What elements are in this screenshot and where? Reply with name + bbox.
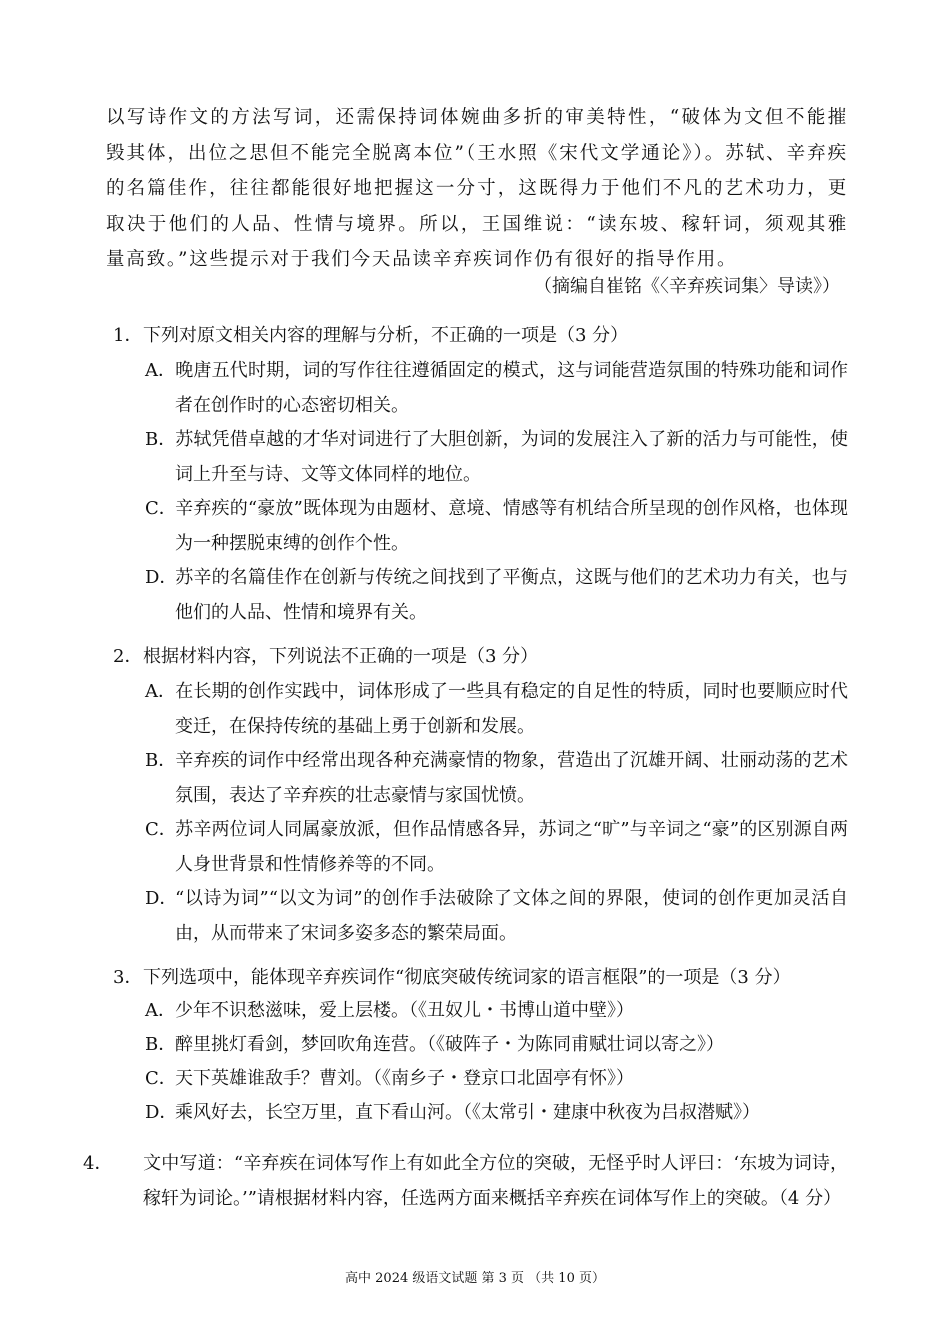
passage-text: 以写诗作文的方法写词，还需保持词体婉曲多折的审美特性，“破体为文但不能摧毁其体，出位之思但不能完全脱离本位”（王水照《宋代文学通论》）。苏轼、辛弃疾的名篇佳作，往往都能很好地把握这一分寸，这既得力于他们不凡的艺术功力，更取决于他们的人品、性情与境界。所以，王国维说：“读东坡、稼轩词，须观其雅量高致。”这些提示对于我们今天品读辛弃疾词作仍有很好的指导作用。 — [106, 107, 848, 270]
question-stem — [113, 641, 848, 673]
option-letter: D． — [145, 567, 178, 588]
option-b — [113, 1028, 848, 1062]
option-text: 辛弃疾的“豪放”既体现为由题材、意境、情感等有机结合所呈现的创作风格，也体现为一种摆脱束缚的创作个性。 — [175, 498, 848, 554]
option-letter: C． — [145, 498, 177, 519]
option-d — [113, 1096, 848, 1130]
option-text: 晚唐五代时期，词的写作往往遵循固定的模式，这与词能营造氛围的特殊功能和词作者在创作时的心态密切相关。 — [175, 360, 848, 416]
question-1 — [113, 320, 848, 630]
question-2 — [113, 641, 848, 951]
option-text: “以诗为词”“以文为词”的创作手法破除了文体之间的界限，使词的创作更加灵活自由，从而带来了宋词多姿多态的繁荣局面。 — [175, 888, 848, 944]
option-text: 在长期的创作实践中，词体形成了一些具有稳定的自足性的特质，同时也要顺应时代变迁，在保持传统的基础上勇于创新和发展。 — [175, 681, 848, 737]
question-stem-text: 文中写道：“辛弃疾在词体写作上有如此全方位的突破，无怪乎时人评曰：‘东坡为词诗，稼轩为词论。’”请根据材料内容，任选两方面来概括辛弃疾在词体写作上的突破。（4 分） — [143, 1153, 848, 1209]
passage-source: （摘编自崔铭《〈辛弃疾词集〉导读》） — [534, 276, 840, 297]
option-letter: B． — [145, 750, 177, 771]
option-letter: A． — [145, 681, 176, 702]
question-stem-text: 下列对原文相关内容的理解与分析，不正确的一项是（3 分） — [143, 325, 629, 346]
option-text: 苏辛的名篇佳作在创新与传统之间找到了平衡点，这既与他们的艺术功力有关，也与他们的人品、性情和境界有关。 — [175, 567, 848, 623]
option-text: 辛弃疾的词作中经常出现各种充满豪情的物象，营造出了沉雄开阔、壮丽动荡的艺术氛围，表达了辛弃疾的壮志豪情与家国忧愤。 — [175, 750, 848, 806]
option-a — [113, 675, 848, 744]
option-letter: B． — [145, 1034, 177, 1055]
option-c — [113, 813, 848, 882]
option-text: 苏辛两位词人同属豪放派，但作品情感各异，苏词之“旷”与辛词之“豪”的区别源自两人身世背景和性情修养等的不同。 — [175, 819, 848, 875]
question-stem — [113, 320, 848, 352]
option-c — [113, 492, 848, 561]
question-number: 1． — [113, 325, 143, 346]
option-text: 乘风好去，长空万里，直下看山河。（《太常引・建康中秋夜为吕叔潜赋》） — [175, 1102, 760, 1123]
option-text: 醉里挑灯看剑，梦回吹角连营。（《破阵子・为陈同甫赋壮词以寄之》） — [175, 1034, 724, 1055]
option-b — [113, 744, 848, 813]
option-letter: A． — [145, 1000, 176, 1021]
option-letter: A． — [145, 360, 176, 381]
option-text: 天下英雄谁敌手？曹刘。（《南乡子・登京口北固亭有怀》） — [175, 1068, 634, 1089]
option-letter: D． — [145, 888, 178, 909]
option-c — [113, 1062, 848, 1096]
option-d — [113, 882, 848, 951]
option-d — [113, 561, 848, 630]
option-a — [113, 354, 848, 423]
question-3 — [113, 962, 848, 1130]
question-number: 3． — [113, 967, 143, 988]
question-number: 4． — [83, 1153, 113, 1174]
question-number: 2． — [113, 646, 143, 667]
question-stem — [113, 962, 848, 994]
question-stem-text: 下列选项中，能体现辛弃疾词作“彻底突破传统词家的语言框限”的一项是（3 分） — [143, 967, 791, 988]
option-a — [113, 994, 848, 1028]
option-b — [113, 423, 848, 492]
page-footer: 高中 2024 级语文试题 第 3 页 （共 10 页） — [345, 1271, 605, 1286]
question-stem-text: 根据材料内容，下列说法不正确的一项是（3 分） — [143, 646, 539, 667]
option-letter: C． — [145, 819, 177, 840]
option-letter: B． — [145, 429, 177, 450]
option-text: 苏轼凭借卓越的才华对词进行了大胆创新，为词的发展注入了新的活力与可能性，使词上升至与诗、文等文体同样的地位。 — [175, 429, 848, 485]
question-4 — [83, 1146, 848, 1216]
option-text: 少年不识愁滋味，爱上层楼。（《丑奴儿・书博山道中壁》） — [175, 1000, 634, 1021]
option-letter: C． — [145, 1068, 177, 1089]
question-stem — [83, 1146, 848, 1216]
option-letter: D． — [145, 1102, 178, 1123]
